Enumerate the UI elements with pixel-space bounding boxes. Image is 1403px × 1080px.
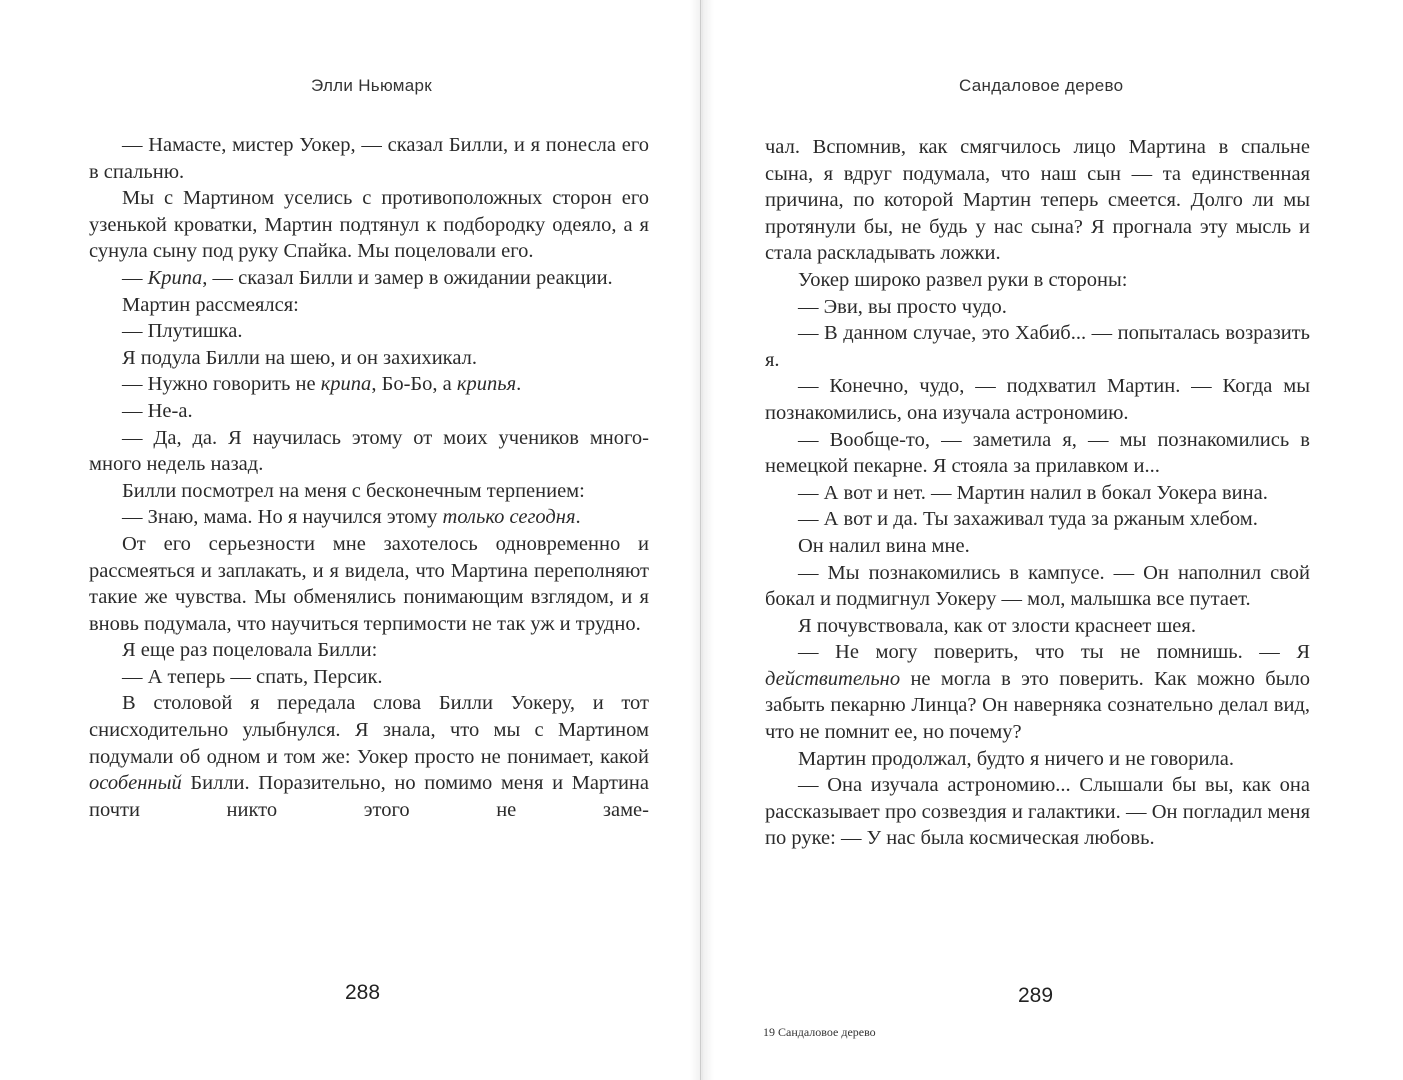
paragraph: — Плутишка. (122, 320, 243, 343)
paragraph: — Да, да. Я научилась этому от моих учеников много-много недель назад. (89, 426, 649, 476)
paragraph: Мы с Мартином уселись с противоположных сторон его узенькой кроватки, Мартин подтянул к подбородку одеяло, а я сунула сыну под руку Спайка. Мы поцеловали его. (89, 187, 649, 263)
paragraph: Он налил вина мне. (798, 534, 970, 557)
paragraph: Уокер широко развел руки в стороны: (798, 268, 1128, 291)
paragraph: — Намасте, мистер Уокер, — сказал Билли, и я понесла его в спальню. (89, 134, 649, 183)
paragraph: — Крипа, — сказал Билли и замер в ожидании реакции. (122, 266, 613, 289)
paragraph: — А вот и да. Ты захаживал туда за ржаным хлебом. (798, 508, 1258, 531)
running-head-title: Сандаловое дерево (959, 76, 1124, 95)
paragraph: В столовой я передала слова Билли Уокеру, и тот снисходительно улыбнулся. Я знала, что мы с Мартином подумали об одном и том же: Уокер просто не понимает, какой особенный Билли. Поразительно, но помимо меня и Мартина почти никто этого не заме- (89, 692, 649, 821)
paragraph: Мартин рассмеялся: (122, 293, 299, 316)
paragraph: — А вот и нет. — Мартин налил в бокал Уокера вина. (798, 481, 1268, 504)
paragraph: Я почувствовала, как от злости краснеет шея. (798, 614, 1196, 637)
paragraph: Я еще раз поцеловала Билли: (122, 639, 378, 662)
page-number: 288 (345, 981, 381, 1004)
paragraph: — Не могу поверить, что ты не помнишь. — Я действительно не могла в это поверить. Как можно было забыть пекарню Линца? Он наверняка сознательно делал вид, что не помнит ее, но почему? (765, 641, 1310, 744)
paragraph: — Эви, вы просто чудо. (798, 295, 1007, 318)
paragraph: — А теперь — спать, Персик. (122, 665, 383, 688)
paragraph: — Вообще-то, — заметила я, — мы познакомились в немецкой пекарне. Я стояла за прилавком и... (765, 428, 1310, 478)
running-head-author: Элли Ньюмарк (311, 76, 433, 95)
paragraph: — Не-а. (122, 399, 193, 422)
right-page-text (765, 134, 1310, 852)
paragraph: — Нужно говорить не крипа, Бо-Бо, а крипья. (122, 373, 522, 396)
paragraph: Я подула Билли на шею, и он захихикал. (122, 346, 477, 369)
left-page (0, 0, 701, 1080)
paragraph: чал. Вспомнив, как смягчилось лицо Мартина в спальне сына, я вдруг подумала, что наш сын — та единственная причина, по которой Мартин теперь смеется. Долго ли мы протянули бы, не будь у нас сына? Я прогнала эту мысль и стала раскладывать ложки. (765, 136, 1310, 265)
paragraph: — Знаю, мама. Но я научился этому только сегодня. (122, 506, 581, 529)
paragraph: Билли посмотрел на меня с бесконечным терпением: (122, 479, 585, 502)
paragraph: — В данном случае, это Хабиб... — попыталась возразить я. (765, 322, 1310, 371)
paragraph: — Мы познакомились в кампусе. — Он наполнил свой бокал и подмигнул Уокеру — мол, малышка все путает. (765, 561, 1310, 611)
paragraph: Мартин продолжал, будто я ничего и не говорила. (798, 747, 1234, 770)
paragraph: От его серьезности мне захотелось одновременно и рассмеяться и заплакать, и я видела, что Мартина переполняют такие же чувства. Мы обменялись понимающим взглядом, и я вновь подумала, что научиться терпимости не так уж и трудно. (89, 532, 649, 635)
left-page-text (89, 132, 649, 823)
signature-mark: 19 Сандаловое дерево (763, 1025, 876, 1039)
right-page (701, 0, 1403, 1080)
page-number: 289 (1018, 984, 1054, 1007)
paragraph: — Конечно, чудо, — подхватил Мартин. — Когда мы познакомились, она изучала астрономию. (765, 375, 1310, 424)
paragraph: — Она изучала астрономию... Слышали бы вы, как она рассказывает про созвездия и галактики. — Он погладил меня по руке: — У нас была космическая любовь. (765, 774, 1310, 850)
